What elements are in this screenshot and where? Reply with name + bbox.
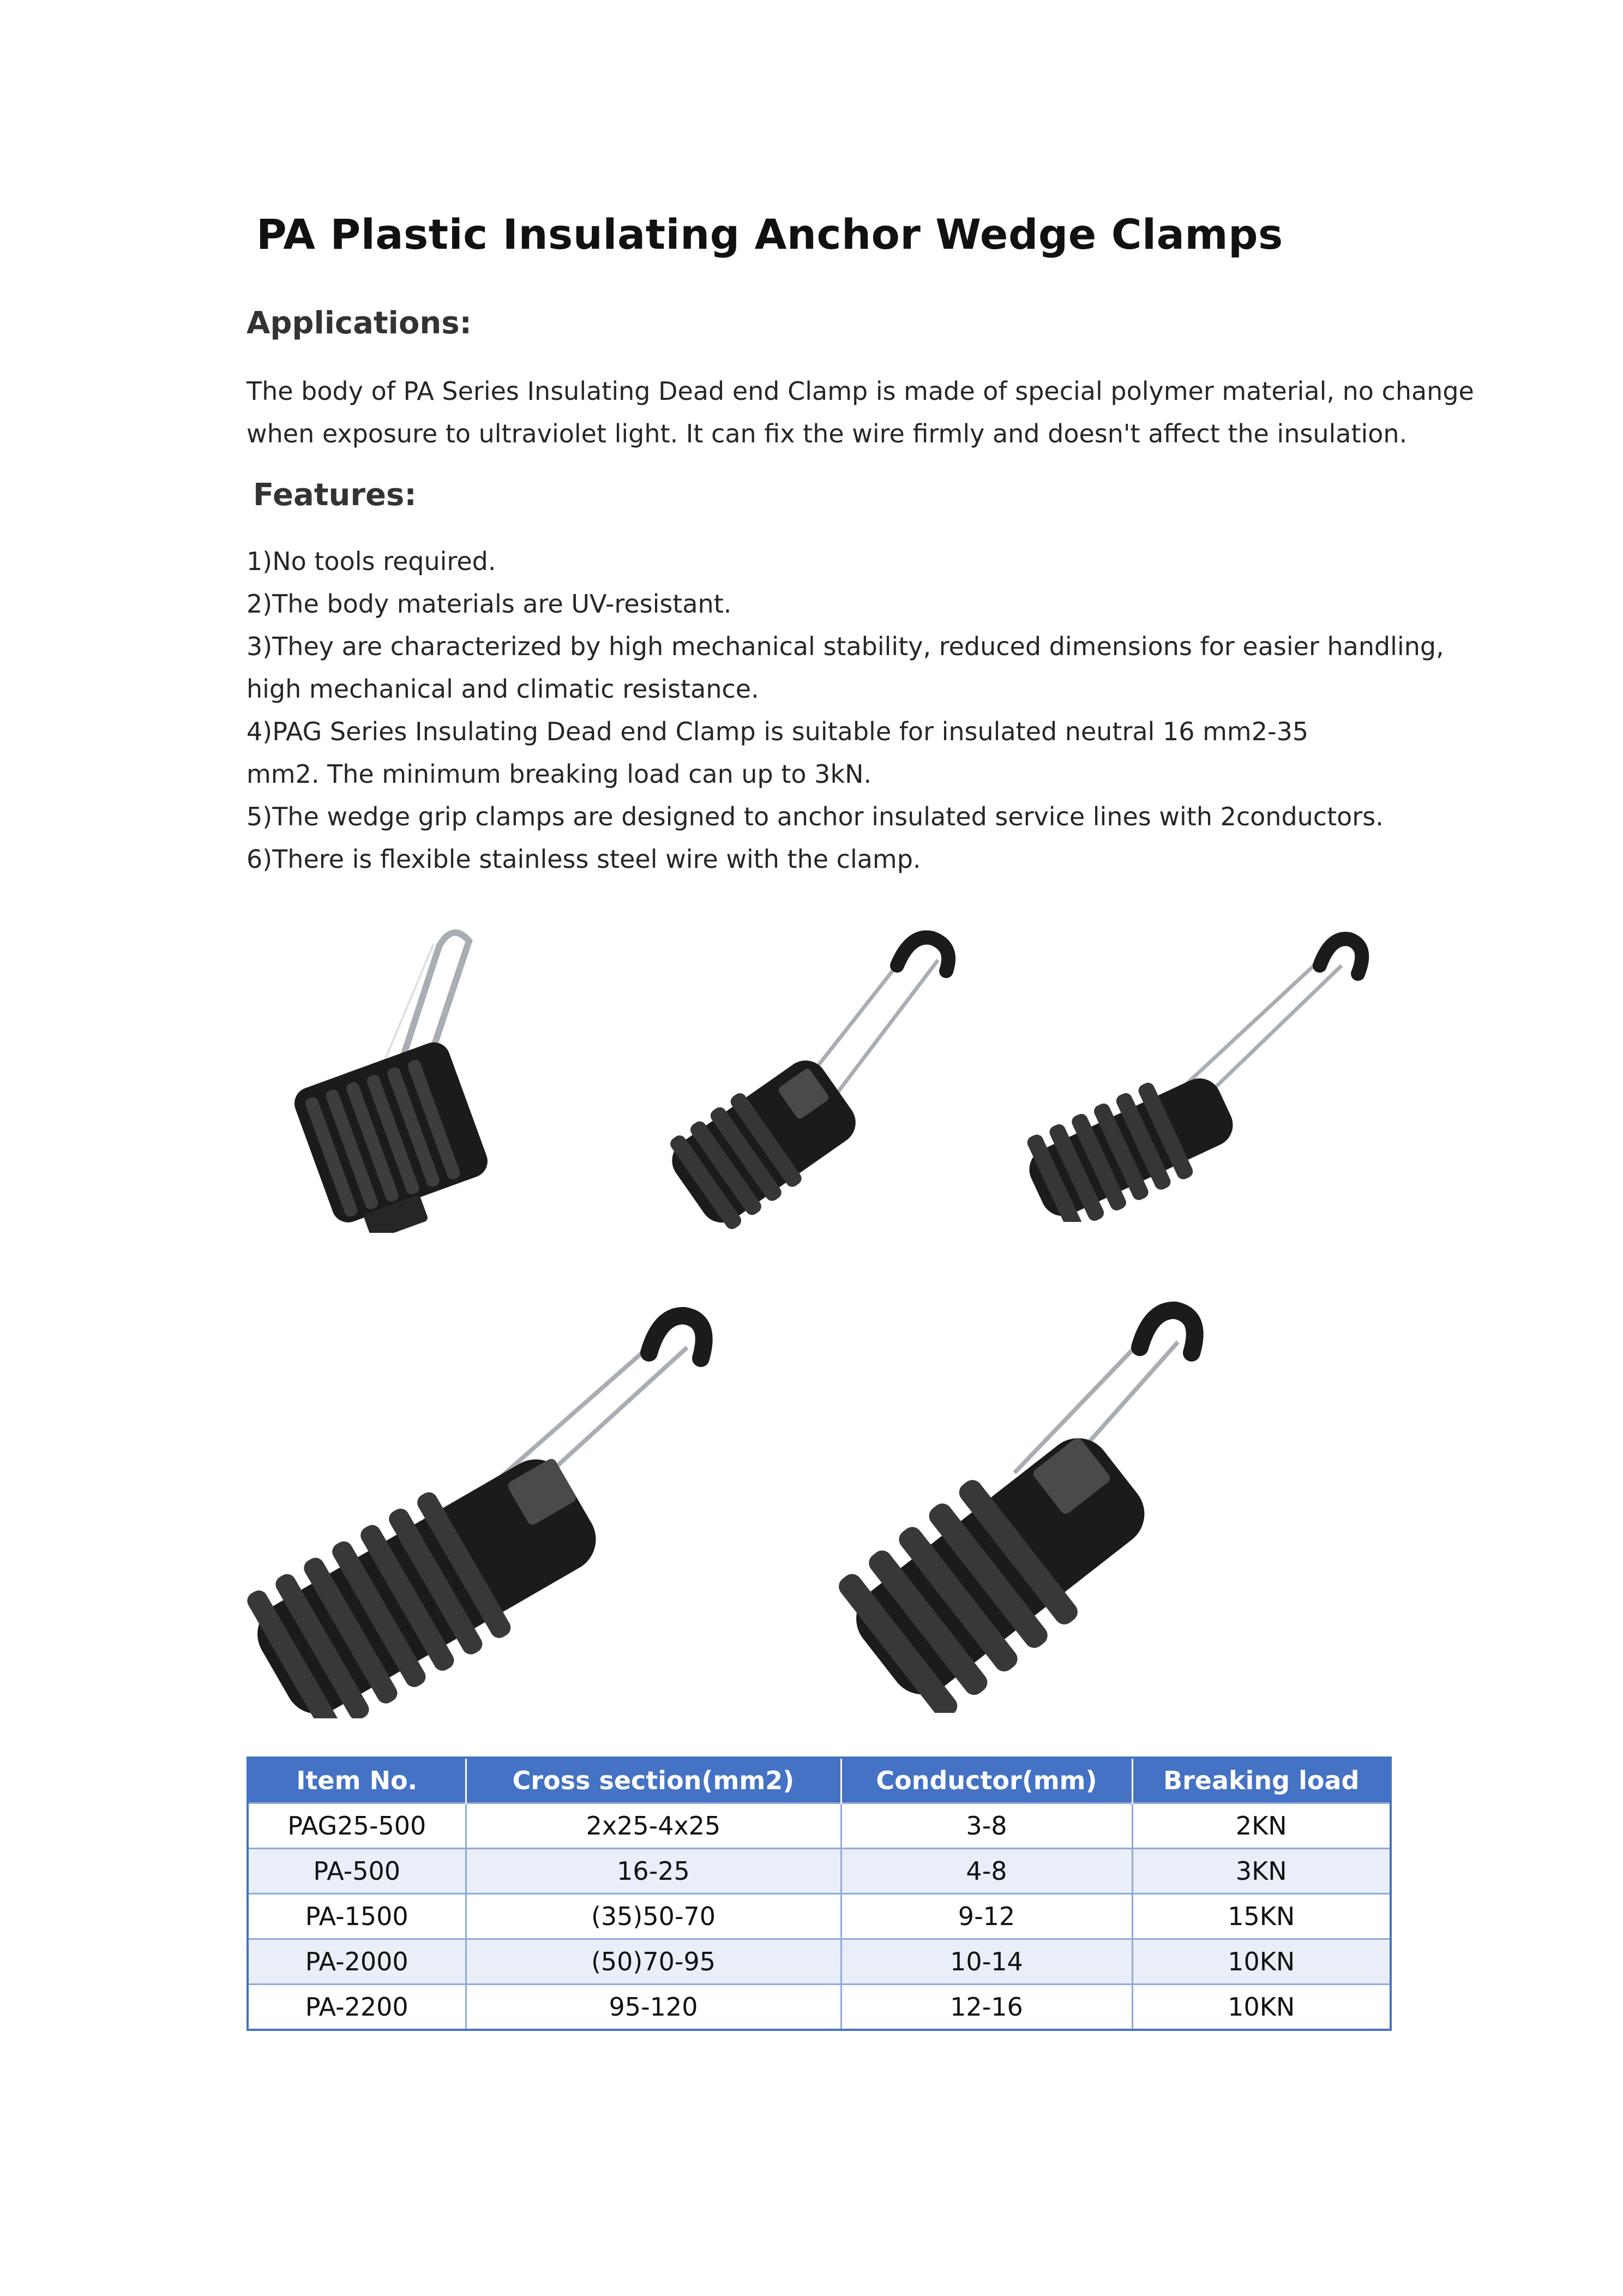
cell-item-no: PA-500: [248, 1849, 466, 1894]
cell-item-no: PA-1500: [248, 1894, 466, 1939]
header-item-no: Item No.: [248, 1758, 466, 1803]
wedge-clamp-u-bail-icon: [294, 933, 501, 1233]
table-row: [248, 1985, 1391, 2030]
cell-breaking-load: 3KN: [1132, 1849, 1391, 1894]
feature-line: 1)No tools required.: [247, 547, 496, 576]
feature-line: 4)PAG Series Insulating Dead end Clamp is suitable for insulated neutral 16 mm2-35: [247, 717, 1309, 746]
cell-breaking-load: 10KN: [1132, 1939, 1391, 1985]
feature-line: high mechanical and climatic resistance.: [247, 674, 759, 704]
header-breaking-load: Breaking load: [1132, 1758, 1391, 1803]
cell-conductor: 12-16: [841, 1985, 1132, 2030]
wedge-clamp-large-icon: [240, 1316, 704, 1718]
table-row: [248, 1939, 1391, 1985]
cell-cross-section: (50)70-95: [466, 1939, 841, 1985]
feature-line: 3)They are characterized by high mechanical stability, reduced dimensions for easier handling,: [247, 632, 1444, 661]
applications-line: The body of PA Series Insulating Dead end Clamp is made of special polymer material, no change: [247, 376, 1474, 406]
cell-breaking-load: 15KN: [1132, 1894, 1391, 1939]
feature-line: 2)The body materials are UV-resistant.: [247, 589, 732, 619]
clamp-photo-5: [818, 1298, 1233, 1713]
table-row: [248, 1849, 1391, 1894]
cell-breaking-load: 10KN: [1132, 1985, 1391, 2030]
applications-paragraph: [247, 370, 1474, 455]
clamp-photo-1: [294, 922, 600, 1233]
clamp-photo-3: [1014, 927, 1374, 1222]
table-row: [248, 1894, 1391, 1939]
cell-conductor: 4-8: [841, 1849, 1132, 1894]
header-cross-section: Cross section(mm2): [466, 1758, 841, 1803]
wedge-clamp-large-icon: [826, 1310, 1195, 1713]
wedge-clamp-wire-hook-icon: [1015, 939, 1362, 1222]
cell-item-no: PAG25-500: [248, 1803, 466, 1849]
cell-conductor: 9-12: [841, 1894, 1132, 1939]
cell-breaking-load: 2KN: [1132, 1803, 1391, 1849]
features-list: [247, 540, 1444, 880]
cell-cross-section: 2x25-4x25: [466, 1803, 841, 1849]
cell-item-no: PA-2000: [248, 1939, 466, 1985]
clamp-photo-2: [649, 927, 987, 1233]
table-header-row: [248, 1758, 1391, 1803]
feature-line: mm2. The minimum breaking load can up to 3kN.: [247, 759, 872, 789]
table-row: [248, 1803, 1391, 1849]
cell-conductor: 10-14: [841, 1939, 1132, 1985]
clamp-photo-4: [240, 1304, 731, 1718]
applications-heading: Applications:: [247, 305, 472, 341]
applications-line: when exposure to ultraviolet light. It can fix the wire firmly and doesn't affect the insulation.: [247, 419, 1408, 448]
header-conductor: Conductor(mm): [841, 1758, 1132, 1803]
page-title: PA Plastic Insulating Anchor Wedge Clamps: [256, 210, 1283, 259]
cell-cross-section: 16-25: [466, 1849, 841, 1894]
cell-conductor: 3-8: [841, 1803, 1132, 1849]
cell-cross-section: (35)50-70: [466, 1894, 841, 1939]
features-heading: Features:: [253, 477, 417, 513]
specs-table: [247, 1757, 1392, 2031]
cell-cross-section: 95-120: [466, 1985, 841, 2030]
cell-item-no: PA-2200: [248, 1985, 466, 2030]
feature-line: 5)The wedge grip clamps are designed to anchor insulated service lines with 2conductors.: [247, 802, 1384, 831]
feature-line: 6)There is flexible stainless steel wire with the clamp.: [247, 844, 921, 874]
wedge-clamp-wire-hook-icon: [659, 938, 948, 1233]
